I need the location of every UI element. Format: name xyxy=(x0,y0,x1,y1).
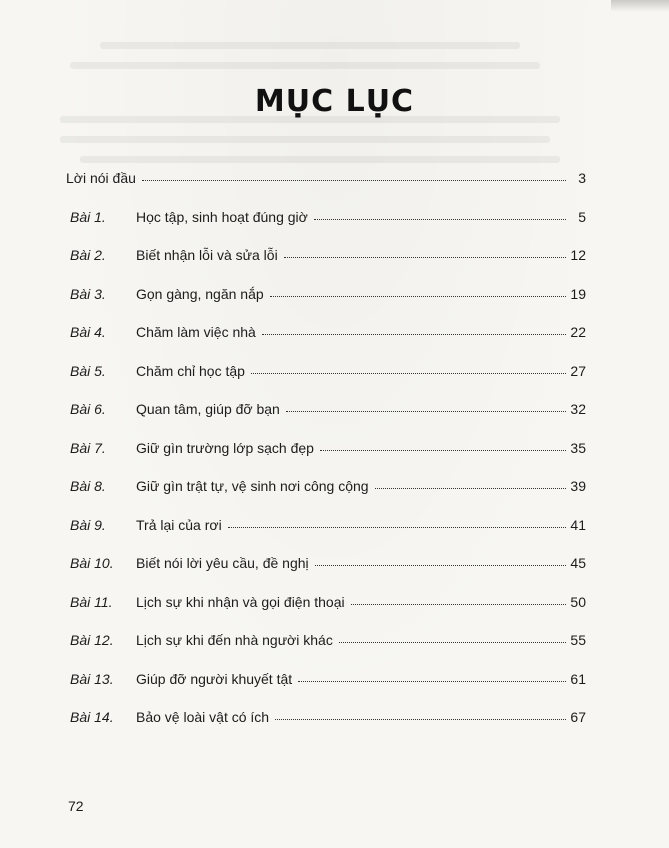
toc-entry-name: Chăm làm việc nhà xyxy=(136,324,256,340)
toc-entry-name: Chăm chỉ học tập xyxy=(136,362,245,379)
bleed-through-line xyxy=(70,62,540,69)
toc-entry-lesson: Bài 4. xyxy=(70,324,106,340)
toc-entry-name: Lịch sự khi đến nhà người khác xyxy=(136,632,333,648)
toc-entry-lesson: Bài 12. xyxy=(70,632,114,648)
toc-entry[interactable] xyxy=(66,434,586,473)
toc-entry-lesson: Bài 1. xyxy=(70,208,106,225)
toc-entry-name: Giúp đỡ người khuyết tật xyxy=(136,670,293,687)
page-number: 72 xyxy=(68,798,84,814)
toc-entry[interactable] xyxy=(66,626,586,665)
toc-entry-page: 27 xyxy=(570,362,586,379)
toc-entry-lesson: Bài 9. xyxy=(70,516,106,533)
bleed-through-line xyxy=(60,136,550,143)
dot-leader xyxy=(228,527,566,528)
toc-entry-lesson: Bài 3. xyxy=(70,285,106,302)
dot-leader xyxy=(270,296,566,297)
toc-entry-page: 67 xyxy=(570,709,586,725)
toc-entry-name: Học tập, sinh hoạt đúng giờ xyxy=(136,208,308,225)
toc-entry-name: Bảo vệ loài vật có ích xyxy=(136,709,270,725)
toc-entry-name: Quan tâm, giúp đỡ bạn xyxy=(136,401,280,417)
toc-entry[interactable] xyxy=(66,203,586,242)
dot-leader xyxy=(142,180,566,181)
dot-leader xyxy=(298,681,566,682)
page-title: MỤC LỤC xyxy=(254,84,415,119)
toc-entry[interactable] xyxy=(66,318,586,357)
toc-entry-lesson: Bài 7. xyxy=(70,439,106,456)
toc-entry-lesson: Bài 2. xyxy=(70,247,106,263)
toc-entry-lesson: Bài 8. xyxy=(70,478,106,494)
toc-entry-name: Trả lại của rơi xyxy=(136,516,222,533)
toc-entry-page: 45 xyxy=(570,555,586,571)
toc-entry[interactable] xyxy=(66,472,586,511)
toc-entry-name: Giữ gìn trật tự, vệ sinh nơi công cộng xyxy=(136,478,369,494)
toc-entry-page: 50 xyxy=(570,593,586,610)
toc-entry[interactable] xyxy=(66,549,586,588)
toc-entry[interactable] xyxy=(66,511,586,550)
toc-entry-name: Lịch sự khi nhận và gọi điện thoại xyxy=(136,593,345,610)
toc-entry[interactable] xyxy=(66,241,586,280)
toc-entry[interactable] xyxy=(66,665,586,704)
toc-entry-page: 41 xyxy=(570,516,586,533)
dot-leader xyxy=(284,257,566,258)
dot-leader xyxy=(251,373,566,374)
toc-entry[interactable] xyxy=(66,280,586,319)
page-edge-shadow xyxy=(611,0,669,12)
toc-entry-page: 3 xyxy=(578,170,586,186)
toc-entry-name: Gọn gàng, ngăn nắp xyxy=(136,285,264,302)
toc-entry[interactable] xyxy=(66,357,586,396)
toc-entry-name: Biết nói lời yêu cầu, đề nghị xyxy=(136,555,309,571)
toc-entry-lesson: Bài 6. xyxy=(70,401,106,417)
toc-entry-name: Giữ gìn trường lớp sạch đẹp xyxy=(136,439,314,456)
toc-entry-lesson: Bài 5. xyxy=(70,362,106,379)
toc-entry-name: Biết nhận lỗi và sửa lỗi xyxy=(136,247,278,263)
table-of-contents xyxy=(66,164,586,742)
toc-entry-page: 12 xyxy=(570,247,586,263)
toc-entry-page: 61 xyxy=(570,670,586,687)
bleed-through-line xyxy=(80,156,560,163)
toc-entry-lesson: Bài 10. xyxy=(70,555,114,571)
toc-entry-page: 22 xyxy=(570,324,586,340)
toc-entry-lesson: Bài 14. xyxy=(70,709,114,725)
dot-leader xyxy=(286,411,566,412)
bleed-through-line xyxy=(100,42,520,49)
toc-entry-page: 35 xyxy=(570,439,586,456)
toc-entry-page: 5 xyxy=(578,208,586,225)
toc-entry-lesson: Bài 13. xyxy=(70,670,114,687)
toc-entry-page: 39 xyxy=(570,478,586,494)
dot-leader xyxy=(351,604,566,605)
toc-entry-page: 19 xyxy=(570,285,586,302)
toc-entry[interactable] xyxy=(66,588,586,627)
toc-entry[interactable] xyxy=(66,703,586,742)
dot-leader xyxy=(275,719,566,720)
toc-entry[interactable] xyxy=(66,395,586,434)
dot-leader xyxy=(262,334,566,335)
toc-entry-page: 32 xyxy=(570,401,586,417)
dot-leader xyxy=(375,488,566,489)
dot-leader xyxy=(314,219,566,220)
toc-entry-name: Lời nói đầu xyxy=(66,170,136,186)
dot-leader xyxy=(320,450,566,451)
toc-entry-page: 55 xyxy=(570,632,586,648)
dot-leader xyxy=(315,565,566,566)
dot-leader xyxy=(339,642,566,643)
toc-entry-lesson: Bài 11. xyxy=(70,593,113,610)
toc-entry[interactable] xyxy=(66,164,586,203)
